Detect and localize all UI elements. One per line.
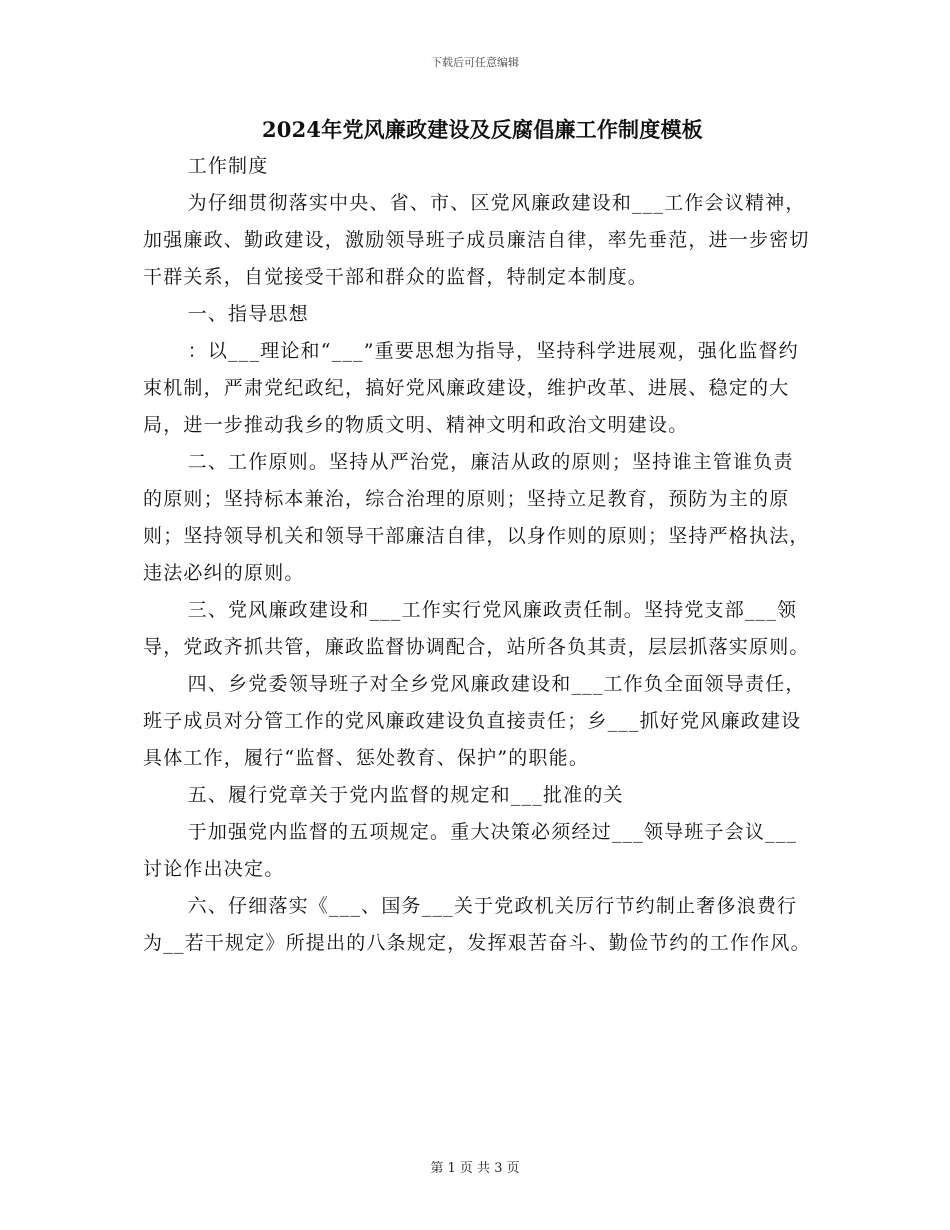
paragraph-leadership-responsibility: 四、乡党委领导班子对全乡党风廉政建设和___工作负全面领导责任，班子成员对分管工作的党风廉政建设负直接责任；乡___抓好党风廉政建设具体工作，履行“监督、惩处教育、保护”的职能。 [143, 673, 806, 769]
page-number: 第 1 页 共 3 页 [430, 1161, 520, 1176]
document-title: 2024年党风廉政建设及反腐倡廉工作制度模板 [262, 117, 703, 142]
paragraph-responsibility-system: 三、党风廉政建设和___工作实行党风廉政责任制。坚持党支部___领导，党政齐抓共管，廉政监督协调配合，站所各负其责，层层抓落实原则。 [143, 599, 810, 658]
paragraph-party-supervision: 五、履行党章关于党内监督的规定和___批准的关 [187, 784, 624, 806]
paragraph-heading-guiding-thought: 一、指导思想 [187, 303, 309, 325]
download-note: 下载后可任意编辑 [431, 56, 519, 69]
paragraph-guiding-thought: ：以___理论和“___”重要思想为指导，坚持科学进展观，强化监督约束机制，严肃党纪政纪，搞好党风廉政建设，维护改革、进展、稳定的大局，进一步推动我乡的物质文明、精神文明和政治文明建设。 [143, 340, 799, 436]
paragraph-intro: 为仔细贯彻落实中央、省、市、区党风廉政建设和___工作会议精神，加强廉政、勤政建设，激励领导班子成员廉洁自律，率先垂范，进一步密切干群关系，自觉接受干部和群众的监督，特制定本制度。 [143, 192, 810, 288]
paragraph-section-heading: 工作制度 [187, 155, 269, 177]
paragraph-work-principles: 二、工作原则。坚持从严治党，廉洁从政的原则；坚持谁主管谁负责的原则；坚持标本兼治，综合治理的原则；坚持立足教育，预防为主的原则；坚持领导机关和领导干部廉洁自律，以身作则的原则；坚持严格执法，违法必纠的原则。 [143, 451, 810, 584]
paragraph-frugality-rules: 六、仔细落实《___、国务___关于党政机关厉行节约制止奢侈浪费行为__若干规定》所提出的八条规定，发挥艰苦奋斗、勤俭节约的工作作风。 [143, 895, 811, 954]
paragraph-supervision-rules: 于加强党内监督的五项规定。重大决策必须经过___领导班子会议___讨论作出决定。 [143, 821, 798, 880]
document-body [143, 148, 811, 962]
